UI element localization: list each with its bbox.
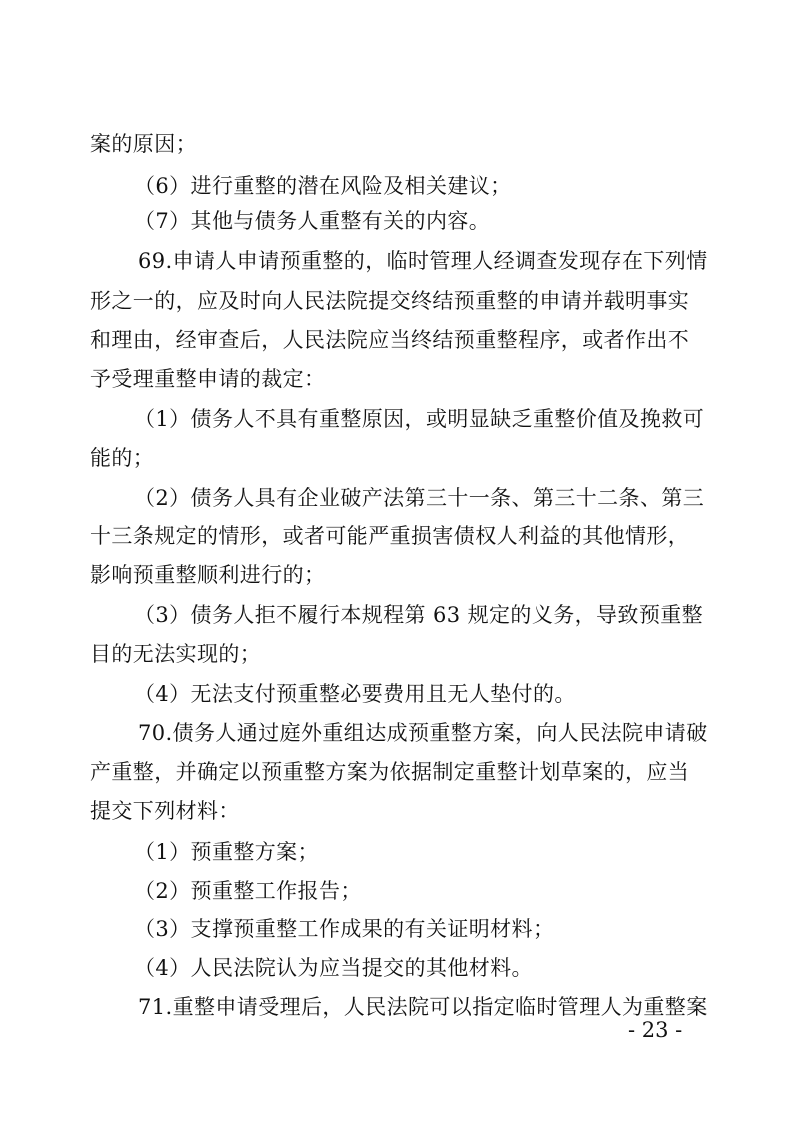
text-line: （1）债务人不具有重整原因，或明显缺乏重整价值及挽救可 [134, 407, 705, 431]
text-line: 予受理重整申请的裁定： [90, 367, 326, 391]
text-line: （4）无法支付预重整必要费用且无人垫付的。 [134, 682, 576, 706]
text-line: （3）债务人拒不履行本规程第 63 规定的义务，导致预重整 [134, 603, 704, 627]
text-line: （3）支撑预重整工作成果的有关证明材料； [134, 917, 555, 941]
text-line: （7）其他与债务人重整有关的内容。 [134, 209, 491, 233]
text-line: （6）进行重整的潜在风险及相关建议； [134, 174, 512, 198]
text-line: 能的； [90, 446, 155, 470]
page-number: - 23 - [628, 1018, 683, 1042]
text-line: 提交下列材料： [90, 799, 240, 823]
text-line: 形之一的，应及时向人民法院提交终结预重整的申请并载明事实 [90, 289, 690, 313]
text-line: 案的原因； [90, 132, 197, 156]
text-line: （2）预重整工作报告； [134, 879, 362, 903]
text-line: 影响预重整顺利进行的； [90, 563, 326, 587]
text-line: （1）预重整方案； [134, 840, 319, 864]
text-line: 和理由，经审查后，人民法院应当终结预重整程序，或者作出不 [90, 328, 690, 352]
text-line: （2）债务人具有企业破产法第三十一条、第三十二条、第三 [134, 486, 705, 510]
text-line: 产重整，并确定以预重整方案为依据制定重整计划草案的，应当 [90, 760, 690, 784]
text-line: （4）人民法院认为应当提交的其他材料。 [134, 956, 533, 980]
text-line: 十三条规定的情形，或者可能严重损害债权人利益的其他情形， [90, 524, 690, 548]
text-line: 70.债务人通过庭外重组达成预重整方案，向人民法院申请破 [138, 721, 708, 745]
text-line: 71.重整申请受理后，人民法院可以指定临时管理人为重整案 [138, 995, 708, 1019]
text-line: 目的无法实现的； [90, 642, 262, 666]
text-line: 69.申请人申请预重整的，临时管理人经调查发现存在下列情 [138, 249, 708, 273]
